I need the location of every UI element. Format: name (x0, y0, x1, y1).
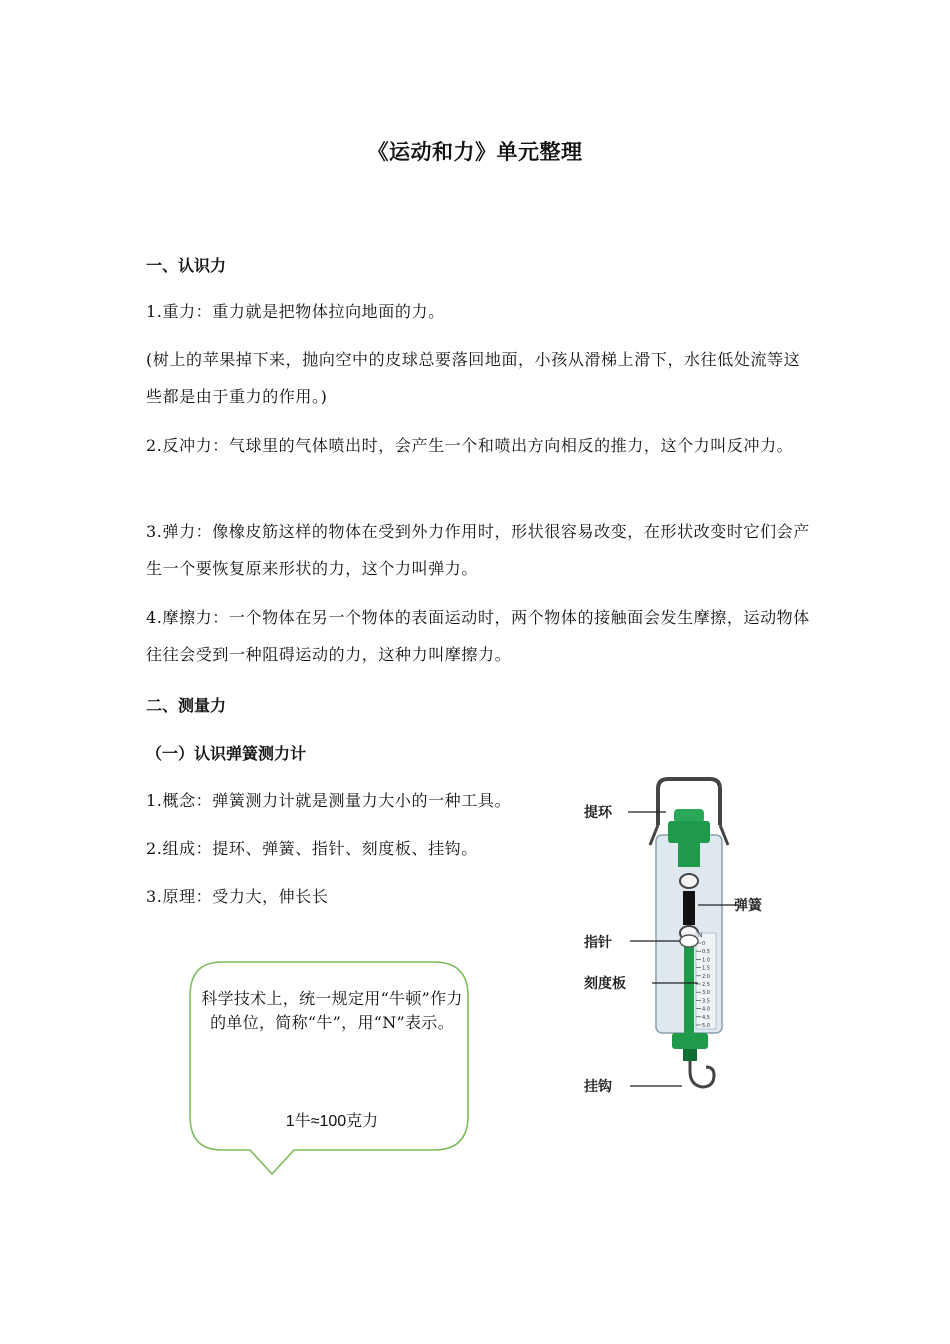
section-heading-measure-force: 二、测量力 (146, 696, 227, 715)
paragraph-gravity-examples: (树上的苹果掉下来，抛向空中的皮球总要落回地面，小孩从滑梯上滑下，水往低处流等这些都是由于重力的作用。) (146, 350, 801, 406)
scale-tick-label: 1.0 (702, 957, 710, 964)
scale-tick-label: 5.0 (702, 1023, 710, 1029)
scale-tick-label: 0 (702, 941, 706, 947)
green-cap (668, 821, 710, 843)
paragraph-gravity: 1.重力：重力就是把物体拉向地面的力。 (146, 302, 445, 321)
scale-tick-label: 2.0 (702, 973, 710, 980)
label-pointer: 指针 (584, 935, 612, 951)
green-rod (684, 941, 694, 1037)
scale-tick-label: 3.5 (702, 998, 710, 1005)
unit-label: N (698, 932, 703, 939)
spring-top-ring (680, 874, 698, 888)
callout-text: 科学技术上，统一规定用“牛顿”作力的单位，简称“牛”，用“N”表示。 (201, 989, 463, 1032)
green-cap-top (674, 809, 704, 823)
paragraph-composition: 2.组成：提环、弹簧、指针、刻度板、挂钩。 (146, 839, 478, 858)
spring-scale-diagram (580, 775, 800, 1105)
scale-tick-label: 2.5 (702, 982, 710, 988)
green-bottom (672, 1033, 708, 1049)
scale-tick-label: 4.5 (702, 1014, 710, 1021)
label-spring: 弹簧 (734, 898, 762, 914)
scale-tick-label: 1.5 (702, 965, 710, 972)
scale-tick-label: 4.0 (702, 1006, 710, 1013)
scale-tick-label: 0.5 (702, 949, 710, 956)
label-ring: 提环 (584, 805, 612, 821)
paragraph-concept: 1.概念：弹簧测力计就是测量力大小的一种工具。 (146, 791, 512, 810)
callout-note: 1牛≈100克力 (285, 1113, 379, 1130)
hook (690, 1061, 714, 1087)
page-title: 《运动和力》单元整理 (367, 140, 583, 164)
paragraph-recoil-force: 2.反冲力：气球里的气体喷出时，会产生一个和喷出方向相反的推力，这个力叫反冲力。 (146, 436, 794, 455)
pointer (680, 935, 698, 947)
section-heading-recognize-force: 一、认识力 (146, 256, 227, 275)
spring (683, 891, 695, 925)
paragraph-principle: 3.原理：受力大，伸长长 (146, 887, 329, 906)
label-hook: 挂钩 (584, 1079, 612, 1095)
label-scale: 刻度板 (584, 976, 626, 992)
paragraph-elastic-force: 3.弹力：像橡皮筋这样的物体在受到外力作用时，形状很容易改变，在形状改变时它们会产生一个要恢复原来形状的力，这个力叫弹力。 (146, 522, 810, 578)
scale-tick-label: 3.0 (702, 990, 710, 997)
subsection-heading-spring-scale: （一）认识弹簧测力计 (146, 744, 307, 763)
paragraph-friction: 4.摩擦力：一个物体在另一个物体的表面运动时，两个物体的接触面会发生摩擦，运动物体往往会受到一种阻碍运动的力，这种力叫摩擦力。 (146, 608, 810, 664)
